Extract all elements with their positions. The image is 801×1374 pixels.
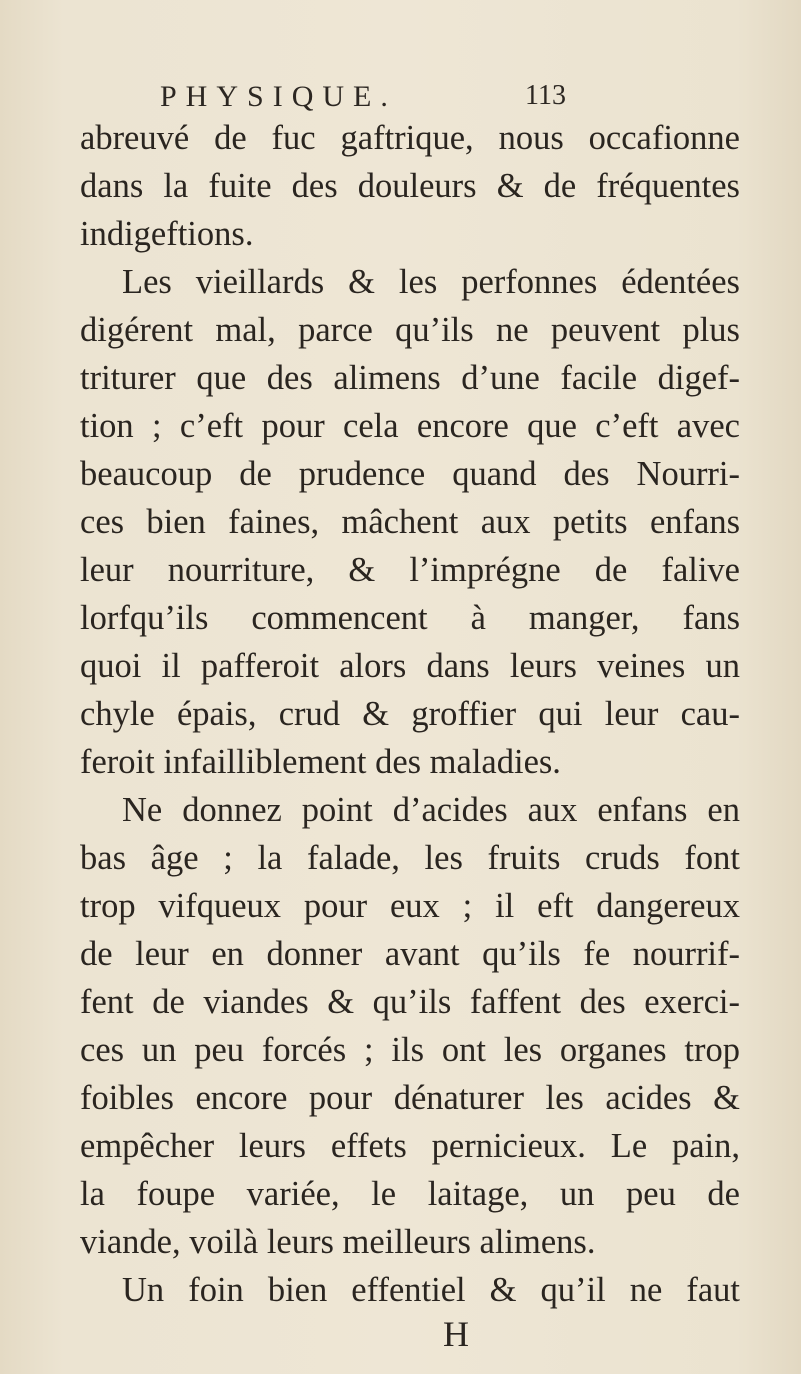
- running-title: PHYSIQUE.: [160, 80, 397, 113]
- text-line: quoi il pafferoit alors dans leurs veines un: [80, 647, 740, 685]
- text-line: ces bien faines, mâchent aux petits enfans: [80, 503, 740, 541]
- text-line: chyle épais, crud & groffier qui leur cau-: [80, 695, 740, 733]
- text-line: feroit infailliblement des maladies.: [80, 743, 561, 781]
- text-line: foibles encore pour dénaturer les acides &: [80, 1079, 740, 1117]
- text-line: ces un peu forcés ; ils ont les organes trop: [80, 1031, 740, 1069]
- text-line: la foupe variée, le laitage, un peu de: [80, 1175, 740, 1213]
- text-line: dans la fuite des douleurs & de fréquentes: [80, 167, 740, 205]
- text-line: Un foin bien effentiel & qu’il ne faut: [122, 1271, 740, 1309]
- text-line: leur nourriture, & l’imprégne de falive: [80, 551, 740, 589]
- text-line: triturer que des alimens d’une facile digef-: [80, 359, 740, 397]
- text-line: trop vifqueux pour eux ; il eft dangereux: [80, 887, 740, 925]
- text-line: Ne donnez point d’acides aux enfans en: [122, 791, 740, 829]
- text-line: digérent mal, parce qu’ils ne peuvent plus: [80, 311, 740, 349]
- text-line: de leur en donner avant qu’ils fe nourrif-: [80, 935, 740, 973]
- text-line: fent de viandes & qu’ils faffent des exerci-: [80, 983, 740, 1021]
- text-line: lorfqu’ils commencent à manger, fans: [80, 599, 740, 637]
- text-line: bas âge ; la falade, les fruits cruds font: [80, 839, 740, 877]
- text-line: tion ; c’eft pour cela encore que c’eft avec: [80, 407, 740, 445]
- text-line: Les vieillards & les perfonnes édentées: [122, 263, 740, 301]
- page-number: 113: [525, 80, 566, 111]
- text-line: viande, voilà leurs meilleurs alimens.: [80, 1223, 596, 1261]
- text-line: abreuvé de fuc gaftrique, nous occafionne: [80, 119, 740, 157]
- text-line: indigeftions.: [80, 215, 254, 253]
- catchword: H: [443, 1314, 469, 1354]
- text-line: beaucoup de prudence quand des Nourri-: [80, 455, 740, 493]
- text-line: empêcher leurs effets pernicieux. Le pain,: [80, 1127, 740, 1165]
